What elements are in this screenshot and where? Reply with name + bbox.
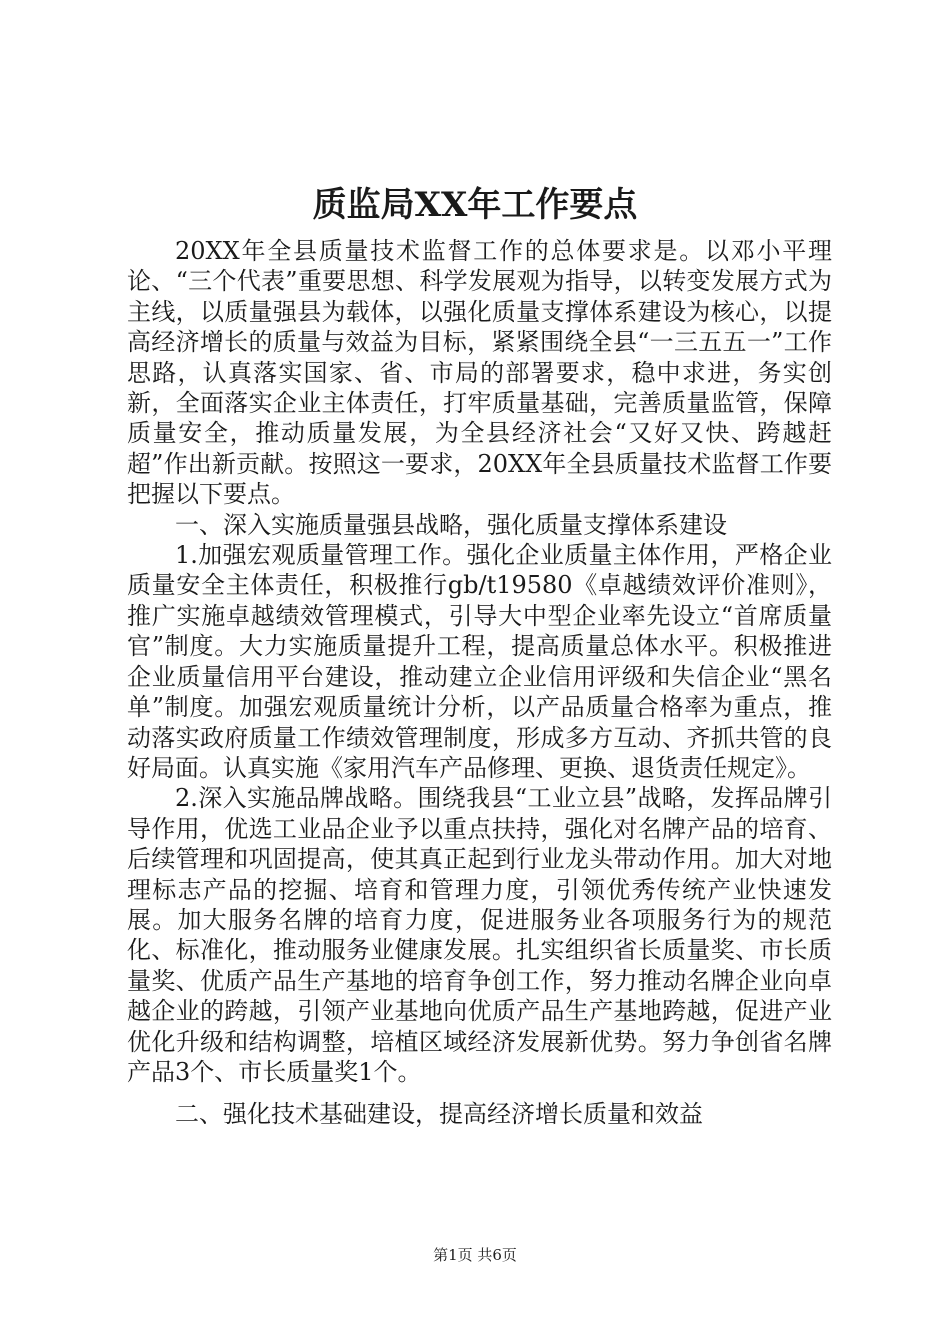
document-body <box>127 236 832 1130</box>
page-footer: 第1页 共6页 <box>433 1246 517 1264</box>
section-heading-2: 二、强化技术基础建设，提高经济增长质量和效益 <box>175 1100 703 1129</box>
page-title: 质监局XX年工作要点 <box>312 185 638 225</box>
paragraph-spacer <box>127 1087 832 1099</box>
section-heading-1: 一、深入实施质量强县战略，强化质量支撑体系建设 <box>175 510 727 539</box>
item-paragraph-2: 2.深入实施品牌战略。围绕我县“工业立县”战略，发挥品牌引导作用，优选工业品企业予以重点扶持，强化对名牌产品的培育、后续管理和巩固提高，使其真正起到行业龙头带动作用。加大对地理标志产品的挖掘、培育和管理力度，引领优秀传统产业快速发展。加大服务名牌的培育力度，促进服务业各项服务行为的规范化、标准化，推动服务业健康发展。扎实组织省长质量奖、市长质量奖、优质产品生产基地的培育争创工作，努力推动名牌企业向卓越企业的跨越，引领产业基地向优质产品生产基地跨越，促进产业优化升级和结构调整，培植区域经济发展新优势。努力争创省名牌产品3个、市长质量奖1个。 <box>127 784 832 1086</box>
intro-paragraph: 20XX年全县质量技术监督工作的总体要求是。以邓小平理论、“三个代表”重要思想、科学发展观为指导，以转变发展方式为主线，以质量强县为载体，以强化质量支撑体系建设为核心，以提高经济增长的质量与效益为目标，紧紧围绕全县“一三五五一”工作思路，认真落实国家、省、市局的部署要求，稳中求进，务实创新，全面落实企业主体责任，打牢质量基础，完善质量监管，保障质量安全，推动质量发展，为全县经济社会“又好又快、跨越赶超”作出新贡献。按照这一要求，20XX年全县质量技术监督工作要把握以下要点。 <box>127 237 832 509</box>
item-paragraph-1: 1.加强宏观质量管理工作。强化企业质量主体作用，严格企业质量安全主体责任，积极推行gb/t19580《卓越绩效评价准则》，推广实施卓越绩效管理模式，引导大中型企业率先设立“首席质量官”制度。大力实施质量提升工程，提高质量总体水平。积极推进企业质量信用平台建设，推动建立企业信用评级和失信企业“黑名单”制度。加强宏观质量统计分析，以产品质量合格率为重点，推动落实政府质量工作绩效管理制度，形成多方互动、齐抓共管的良好局面。认真实施《家用汽车产品修理、更换、退货责任规定》。 <box>127 541 832 782</box>
